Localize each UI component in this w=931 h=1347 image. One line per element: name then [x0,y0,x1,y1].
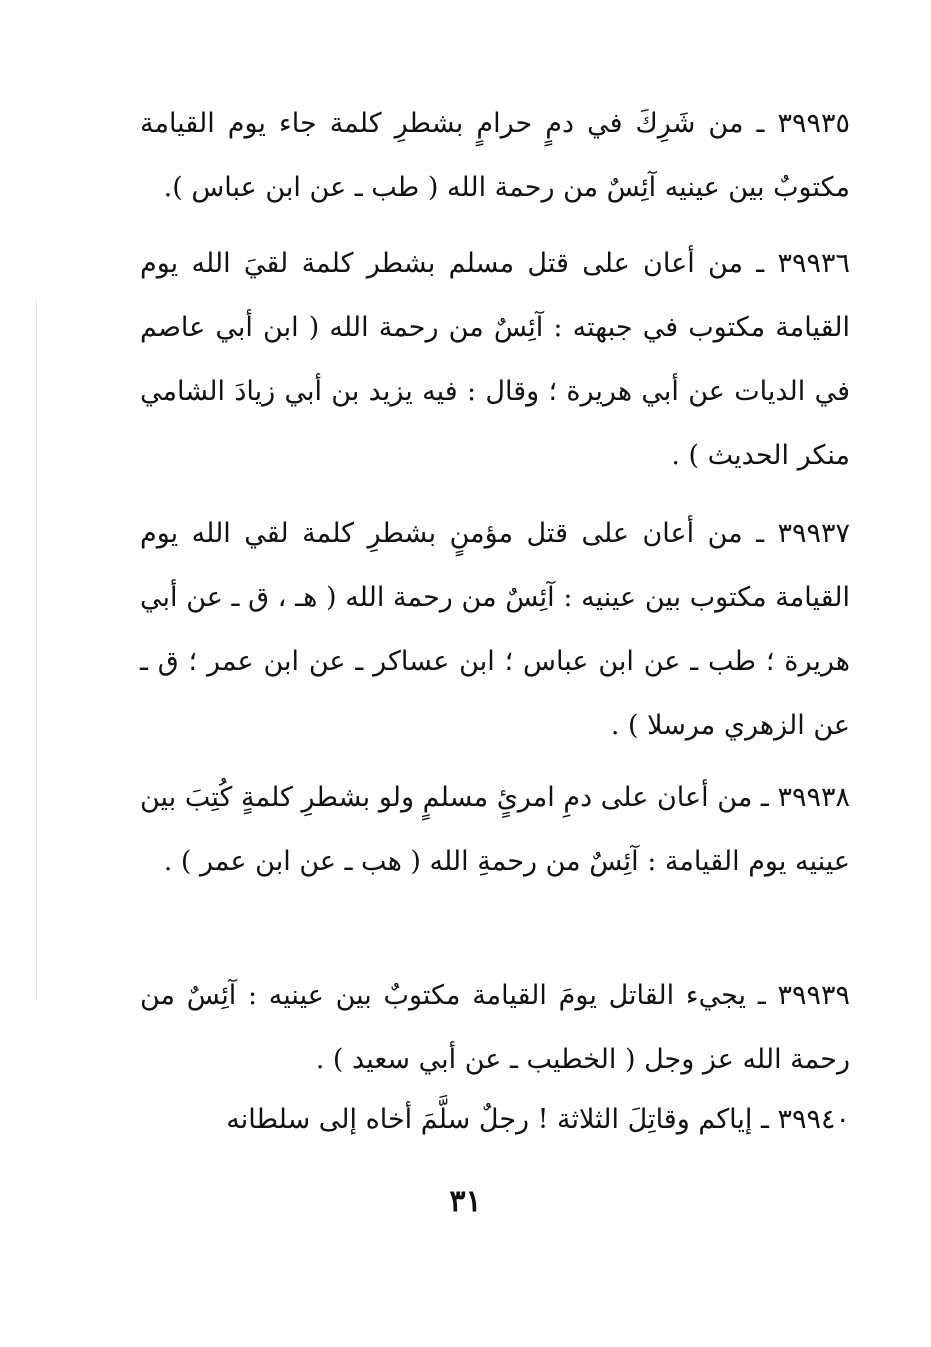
hadith-entry [140,766,850,894]
entry-separator: ـ [746,980,778,1011]
entry-text: إياكم وقاتِلَ الثلاثة ! رجلٌ سلَّمَ أخاه إلى سلطانه [226,1104,753,1135]
entry-text: من أعان على قتل مؤمنٍ بشطرِ كلمة لقي الله يوم القيامة مكتوب بين عينيه : آئِسٌ من رحمة الله ( هـ ، ق ـ عن أبي هريرة ؛ طب ـ عن ابن عباس ؛ ابن عساكر ـ عن ابن عمر ؛ ق ـ عن الزهري مرسلا ) . [140,518,850,741]
scan-edge-line [36,300,37,1000]
entry-number: ٣٩٩٣٥ [777,108,850,139]
entry-number: ٣٩٩٤٠ [777,1104,850,1135]
hadith-entry [140,964,850,1092]
entry-separator: ـ [752,1104,778,1135]
page-number: ٣١ [449,1184,482,1219]
entry-number: ٣٩٩٣٨ [777,782,851,813]
hadith-entry [140,502,850,758]
entry-separator: ـ [752,782,778,813]
entry-number: ٣٩٩٣٦ [777,248,850,279]
entry-separator: ـ [743,248,778,279]
entry-number: ٣٩٩٣٧ [777,518,850,549]
entry-number: ٣٩٩٣٩ [777,980,850,1011]
hadith-entry [140,232,850,488]
entry-text: من شَرِكَ في دمٍ حرامٍ بشطرِ كلمة جاء يوم القيامة مكتوبٌ بين عينيه آئِسٌ من رحمة الله ( طب ـ عن ابن عباس ). [140,108,850,203]
entry-separator: ـ [743,108,778,139]
entry-text: من أعان على قتل مسلم بشطر كلمة لقيَ الله يوم القيامة مكتوب في جبهته : آئِسٌ من رحمة الله ( ابن أبي عاصم في الديات عن أبي هريرة ؛ وقال : فيه يزيد بن أبي زيادَ الشامي منكر الحديث ) . [140,248,850,471]
hadith-entry [140,1088,850,1152]
entry-separator: ـ [742,518,778,549]
entry-text: يجيء القاتل يومَ القيامة مكتوبٌ بين عينيه : آئِسٌ من رحمة الله عز وجل ( الخطيب ـ عن أبي سعيد ) . [140,980,850,1075]
hadith-entry [140,92,850,220]
entry-text: من أعان على دمِ امرئٍ مسلمٍ ولو بشطرِ كلمةٍ كُتِبَ بين عينيه يوم القيامة : آئِسٌ من رحمةِ الله ( هب ـ عن ابن عمر ) . [140,782,850,877]
